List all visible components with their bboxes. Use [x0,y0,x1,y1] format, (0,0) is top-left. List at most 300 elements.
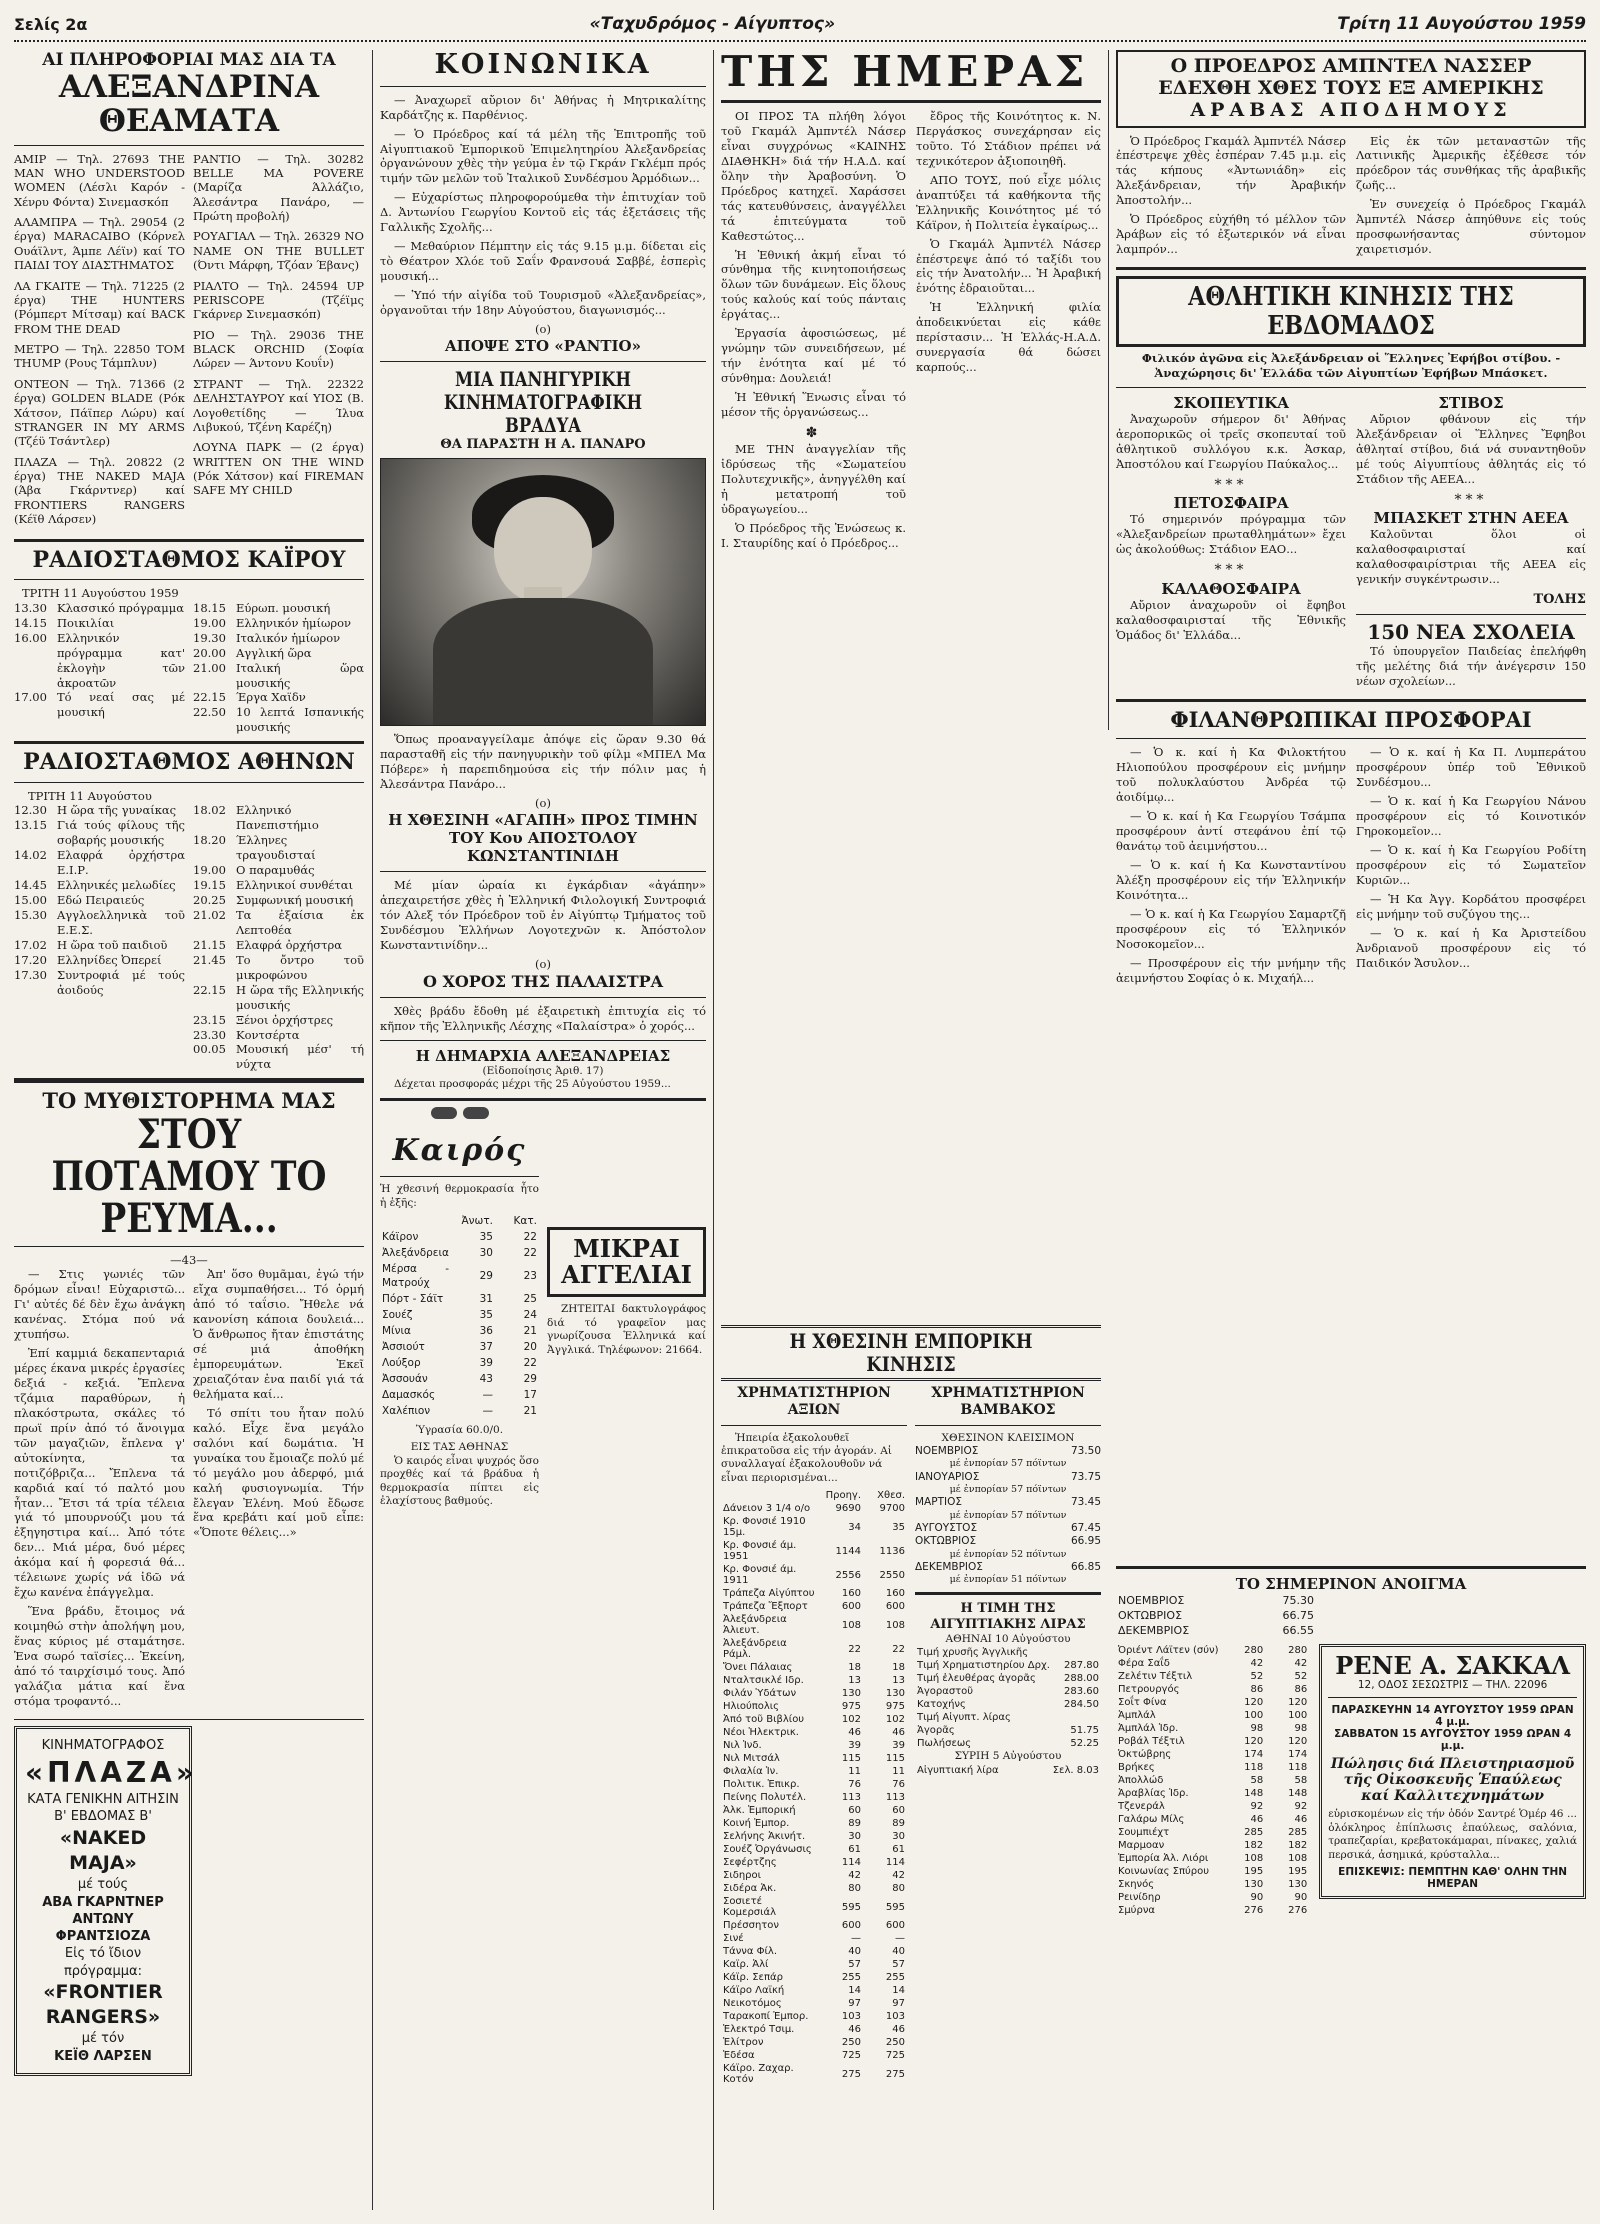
stock-yest: 275 [885,2068,905,2080]
stock-yest: 60 [892,1805,905,1817]
basketball-head: ΚΑΛΑΘΟΣΦΑΙΡΑ [1161,579,1301,598]
company-price-row [1116,1800,1309,1813]
company-price-row [1116,1683,1309,1696]
schedule-time: 17.00 [14,690,47,705]
stock-row [721,1637,907,1661]
weather-min: 24 [523,1309,537,1322]
weather-max: — [482,1404,493,1417]
basket-aeea-text: Καλοῦνται ὅλοι οἱ καλαθοσφαιρισταί καί καλαθοσφαιρίστριαι τῆς ΑΕΕΑ εἰς γενικήν συγκέντρωσιν... [1356,527,1586,587]
cinema-entry: ΡΟΥΑΓΙΑΛ — Τηλ. 26329 NO NAME ON THE BULLET (Όντι Μάρφη, Τζόαν Έβανς) [193,229,364,273]
stock-prev: 57 [848,1959,861,1971]
lira-table [915,1646,1101,1750]
schedule-time: 20.25 [193,893,226,908]
schedule-time: 13.15 [14,818,47,833]
radio-athens-schedule [14,803,364,1072]
cotton-note: μέ ἐνπορίαν 57 πόϊντων [949,1458,1067,1470]
stock-yest: 2550 [879,1569,905,1581]
schedule-program: Ελληνικόν πρόγραμμα κατ' ἐκλογὴν τῶν ἀκροατῶν [57,630,185,690]
column-day [721,50,1101,1320]
classifieds-text: ΖΗΤΕΙΤΑΙ δακτυλογράφος διά τό γραφεῖον μας γνωρίζουσα Ἑλληνικά καί Ἀγγλικά. Τηλέφωνον: 21664. [547,1303,706,1356]
schedule-program: Ελληνικό Πανεπιστήμιο [236,803,319,833]
company-name: Γαλάρω Μίλς [1118,1814,1185,1825]
schedule-row [14,968,185,998]
stock-prev: 115 [841,1753,861,1765]
stock-name: Πρέσσητον [723,1920,780,1932]
day-paragraph: Ἡ Ἐθνική ἀκμή εἶναι τό σύνθημα τῆς κινητοποιήσεως ὅλων τῶν δυνάμεων. Εἰς ὅλους τούς καλούς καί τούς πάνταις ἐργάτας... [721,247,906,322]
cotton-note: μέ ἐνπορίαν 51 πόϊντων [949,1574,1067,1586]
cinema-entry: ΣΤΡΑΝΤ — Τηλ. 22322 ΔΕΛΗΣΤΑΥΡΟΥ καί ΥΙΟΣ (Β. Λογοθετίδης — Ίλυα Λιβυκού, Τζένη Καρέζη) [193,376,364,434]
cotton-title: ΧΡΗΜΑΤΙΣΤΗΡΙΟΝ ΒΑΜΒΑΚΟΣ [931,1385,1085,1418]
basket-aeea-head: ΜΠΑΣΚΕΤ ΣΤΗΝ ΑΕΕΑ [1373,509,1569,528]
weather-row [380,1246,539,1262]
stock-name: Κάϊρο. Ζαχαρ. Κοτόν [723,2063,794,2086]
schedule-program: Ελληνικόν ἡμίωρον [236,615,352,630]
schedule-time: 19.00 [193,615,226,630]
company-price-row [1116,1904,1309,1917]
schedule-program: Αγγλοελληνικὰ τοῦ Ε.Ε.Σ. [57,908,185,937]
radio-cairo-date: ΤΡΙΤΗ 11 Αυγούστου 1959 [22,585,179,600]
novel-heading: ΤΟ ΜΥΘΙΣΤΟΡΗΜΑ ΜΑΣ [42,1088,336,1114]
stock-name: Νιλ Μιτσάλ [723,1753,780,1765]
stocks-col-prev: Προηγ. [825,1490,861,1502]
stock-row [721,1882,907,1895]
company-price-row [1116,1722,1309,1735]
market-title: Η ΧΘΕΣΙΝΗ ΕΜΠΟΡΙΚΗ ΚΙΝΗΣΙΣ [789,1329,1033,1376]
sakkal-auction-ad [1319,1644,1586,1899]
stock-prev: — [851,1933,861,1945]
weather-max: 39 [479,1356,493,1369]
schedule-program: Συντροφιά μέ τούς ἀοιδούς [57,967,185,997]
schedule-program: Ιταλικόν ἡμίωρον [236,630,341,645]
schedule-program: Η ὥρα τῆς γυναίκας [57,803,177,818]
stock-name: Ἀπό τοῦ Βιβλίου [723,1714,805,1726]
stock-row [721,1700,907,1713]
schedule-program: Εύρωπ. μουσική [236,600,331,615]
company-prev: 42 [1250,1658,1264,1669]
day-paragraph: ΜΕ ΤΗΝ ἀναγγελίαν τῆς ἰδρύσεως τῆς «Σωματείου Πολυτεχνικῆς», ἀνηγγέλθη καί ἡ μετατροπή τοῦ ὑδραγωγείου... [721,442,906,517]
schedule-time: 16.00 [14,630,47,645]
stock-name: Φιλάν Ὑδάτων [723,1688,797,1700]
dimarchia-text: Δέχεται προσφοράς μέχρι τῆς 25 Αὐγούστου 1959... [394,1078,671,1091]
stock-prev: 30 [848,1831,861,1843]
stock-row [721,1661,907,1674]
sakkal-name: ΡΕΝΕ Α. ΣΑΚΚΑΛ [1335,1651,1570,1680]
nasser-headline-c: ΑΡΑΒΑΣ ΑΠΟΔΗΜΟΥΣ [1190,98,1512,121]
schedule-time: 00.05 [193,1042,226,1057]
stock-yest: 18 [892,1662,905,1674]
weather-row [380,1388,539,1404]
stock-prev: 42 [848,1870,861,1882]
stock-prev: 108 [841,1619,861,1631]
stock-name: Ἀλκ. Ἐμπορική [723,1805,796,1817]
column-social [380,50,706,2216]
schedule-time: 22.15 [193,690,226,705]
weather-min: 20 [523,1340,537,1353]
stock-yest: 9700 [879,1503,905,1515]
weather-city: Λούξορ [382,1356,421,1369]
stock-row [721,1600,907,1613]
company-prev: 118 [1244,1762,1264,1773]
opening-month: ΔΕΚΕΜΒΡΙΟΣ [1118,1624,1190,1637]
stock-row [721,1752,907,1765]
weather-row [380,1340,539,1356]
company-yest: 276 [1288,1905,1308,1916]
sakkal-date-line: ΠΑΡΑΣΚΕΥΗΝ 14 ΑΥΓΟΥΣΤΟΥ 1959 ΩΡΑΝ 4 μ.μ. [1331,1704,1574,1729]
weather-box [380,1107,539,1513]
stock-name: Ηλιούπολις [723,1701,780,1713]
company-name: Σουμπιέχτ [1118,1827,1170,1838]
stock-yest: 97 [892,1998,905,2010]
company-name: Ροβάλ Τέξτιλ [1118,1736,1185,1747]
film-night-title: ΜΙΑ ΠΑΝΗΓΥΡΙΚΗ ΚΙΝΗΜΑΤΟΓΡΑΦΙΚΗ ΒΡΑΔΥΑ [443,366,643,437]
stock-row [721,1895,907,1919]
section-kicker: (ο) [535,321,551,336]
stock-prev: 13 [848,1675,861,1687]
weather-max: 37 [479,1340,493,1353]
cotton-month: ΑΥΓΟΥΣΤΟΣ [915,1521,978,1534]
column-rule [1108,50,1109,730]
stock-prev: 103 [841,2011,861,2023]
stock-prev: 595 [841,1901,861,1913]
opening-title: ΤΟ ΣΗΜΕΡΙΝΟΝ ΑΝΟΙΓΜΑ [1235,1575,1467,1593]
company-price-row [1116,1709,1309,1722]
weather-max: 29 [479,1270,493,1283]
lira-value [1057,1711,1101,1724]
stock-yest: 40 [892,1946,905,1958]
stock-yest: 42 [892,1870,905,1882]
weather-city: Χαλέπιον [382,1404,431,1417]
cinema-entry: ΡΙΑΛΤΟ — Τηλ. 24594 UP PERISCOPE (Τζέϊμς Γκάρνερ Σινεμασκόπ) [193,278,364,322]
stock-prev: 130 [841,1688,861,1700]
stock-yest: 89 [892,1818,905,1830]
novel-paragraph: Ἕνα βράδυ, ἔτοιμος νά κοιμηθώ στὴν ἀπολήψη μου, ἕνας κύριος μέ σταμάτησε. Ἑνα σωρό ταϊσίες... Ἐκείνη, ἀπό τό ταιρχίσιμό τους. Ἀπό γαλάζια μάτια καί ἕνα στόμα τροφαντό... [14,1604,185,1708]
schedule-time: 21.00 [193,660,226,675]
cotton-month: ΜΑΡΤΙΟΣ [915,1496,962,1509]
stock-row [721,1932,907,1945]
schedule-time: 21.45 [193,952,226,967]
weather-city: Ἀσσουάν [382,1372,428,1385]
cotton-note: μέ ἐνπορίαν 57 πόϊντων [949,1509,1067,1521]
opening-value: 66.75 [1282,1609,1314,1622]
company-yest: 100 [1288,1710,1308,1721]
weather-title: Καιρός [392,1132,527,1168]
masthead [14,8,1586,42]
stock-row [721,2036,907,2049]
stock-row [721,1919,907,1932]
stock-yest: 975 [885,1701,905,1713]
company-yest: 285 [1288,1827,1308,1838]
lira-value: 52.25 [1070,1738,1099,1750]
social-title: ΚΟΙΝΩΝΙΚΑ [434,50,652,80]
stock-row [721,2010,907,2023]
schedule-row [14,893,185,908]
cotton-value: 67.45 [1070,1521,1101,1534]
actress-photo [380,458,706,726]
schedule-row [193,938,364,953]
charity-entry: — Ὁ κ. καί ἡ Κα Γεωργίου Ροδίτη προσφέρουν εἰς τό Σωματεῖον Κυριῶν... [1356,843,1586,887]
schedule-program: Γιά τούς φίλους τῆς σοβαρής μουσικής [57,818,185,848]
cotton-value: 73.45 [1070,1496,1101,1509]
separator-icon: ✽ [805,424,822,441]
lira-value: 288.00 [1064,1673,1099,1685]
schedule-program: Έλληνες τραγουδισταί [236,833,316,863]
company-prev: 108 [1244,1853,1264,1864]
cotton-row [915,1471,1101,1484]
company-prev: 100 [1244,1710,1264,1721]
weather-max: — [482,1388,493,1401]
stock-prev: 255 [841,1972,861,1984]
company-yest: 58 [1294,1775,1308,1786]
separator-icon: *** [1454,491,1488,508]
schedule-row [14,690,185,720]
stock-yest: 115 [885,1753,905,1765]
company-price-row [1116,1696,1309,1709]
schedule-time: 12.30 [14,803,47,818]
social-item: — Ὑπό τήν αἰγίδα τοῦ Τουρισμοῦ «Ἀλεξανδρείας», ὀργανοῦται τήν 18ην Αὐγούστου, διαγωνισμός... [380,287,706,317]
stock-name: Τάννα Φίλ. [723,1946,777,1958]
cotton-value: 66.85 [1070,1560,1101,1573]
sakkal-date-line: ΣΑΒΒΑΤΟΝ 15 ΑΥΓΟΥΣΤΟΥ 1959 ΩΡΑΝ 4 μ.μ. [1334,1728,1572,1753]
stock-row [721,2023,907,2036]
company-name: Ἀπολλώδ [1118,1775,1164,1786]
schedule-time: 23.30 [193,1027,226,1042]
stock-name: Κάϊρο Λαϊκή [723,1985,785,1997]
radio-cairo-title: ΡΑΔΙΟΣΤΑΘΜΟΣ ΚΑΪΡΟΥ [32,546,346,573]
opening-month: ΝΟΕΜΒΡΙΟΣ [1118,1594,1185,1607]
company-name: Ζελέτιν Τέξτιλ [1118,1671,1193,1682]
stock-prev: 76 [848,1779,861,1791]
lira-row [915,1724,1101,1737]
nasser-paragraph: Ὁ Πρόεδρος εὐχήθη τό μέλλον τῶν Ἀράβων εἰς τό ἐξωτερικόν νά εἶναι λαμπρόν... [1116,212,1346,257]
charity-entry: — Ὁ κ. καί ἡ Κα Γεωργίου Τσάμπα προσφέρουν ἀντί στεφάνου ἐπί τῷ θανάτῳ τοῦ ἀειμνήστου... [1116,809,1346,853]
cinema-entry: ΠΛΑΖΑ — Τηλ. 20822 (2 έργα) THE NAKED MAJA (Άβα Γκάρντνερ) καί FRONTIERS RANGERS (Κέϊθ Λάρσεν) [14,454,185,527]
separator-icon: *** [1214,476,1248,493]
section-kicker: (ο) [535,796,551,811]
cinema-listings [14,152,364,533]
lira-subtitle: ΑΘΗΝΑΙ 10 Αὐγούστου [945,1632,1071,1645]
schedule-row [193,803,364,833]
company-yest: 118 [1288,1762,1308,1773]
company-price-row [1116,1644,1309,1657]
company-yest: 46 [1294,1814,1308,1825]
company-name: Φέρα Σαΐδ [1118,1658,1170,1669]
day-paragraph: ἔδρος τῆς Κοινότητος κ. Ν. Περγάσκος συνεχάρησαν εἰς τοῦτο. Τό Στάδιον πρέπει νά τεχνικότερον ἀξιοποιηθῆ. [916,109,1101,168]
lira-value [1057,1646,1101,1659]
company-price-row [1116,1748,1309,1761]
stock-yest: 114 [885,1857,905,1869]
company-yest: 92 [1294,1801,1308,1812]
cotton-note: μέ ἐνπορίαν 52 πόϊντων [949,1548,1067,1560]
company-yest: 148 [1288,1788,1308,1799]
stock-yest: 57 [892,1959,905,1971]
cinema-entry: ΜΕΤΡΟ — Τηλ. 22850 TOM THUMP (Ρους Τάμπλυν) [14,342,185,371]
stock-row [721,1739,907,1752]
stocks-intro: Ἠπειρία ἐξακολουθεῖ ἐπικρατοῦσα εἰς τήν ἀγοράν. Αἱ συναλλαγαί ἐξακολουθοῦν νά εἶναι περιορισμέναι... [721,1431,892,1484]
weather-row [380,1356,539,1372]
stock-prev: 39 [848,1740,861,1752]
schedule-time: 14.45 [14,878,47,893]
company-price-row [1116,1878,1309,1891]
stock-row [721,1830,907,1843]
company-prev: 174 [1244,1749,1264,1760]
weather-row [380,1262,539,1292]
lira-row [915,1711,1101,1724]
lira-label: Τιμή ἐλευθέρας ἀγορᾶς [917,1673,1036,1685]
stock-prev: 14 [848,1985,861,1997]
schedule-program: Εδώ Πειραιεύς [57,893,145,908]
stock-name: Κρ. Φονσιέ άμ. 1911 [723,1564,797,1587]
weather-row [380,1292,539,1308]
company-yest: 42 [1294,1658,1308,1669]
weather-table [380,1214,539,1419]
cotton-note: μέ ἐνπορίαν 57 πόϊντων [949,1484,1067,1496]
cotton-prices-table [1116,1644,1309,1917]
cotton-month: ΟΚΤΩΒΡΙΟΣ [915,1535,977,1548]
schedule-time: 17.02 [14,937,47,952]
stock-prev: 40 [848,1946,861,1958]
info-heading: ΑΙ ΠΛΗΡΟΦΟΡΙΑΙ ΜΑΣ ΔΙΑ ΤΑ [42,50,336,70]
schedule-time: 18.02 [193,803,226,818]
schedule-row [193,616,364,631]
company-price-row [1116,1891,1309,1904]
company-yest: 86 [1294,1684,1308,1695]
schedule-row [193,953,364,983]
lira-final-label: Αἰγυπτιακή λίρα [917,1764,999,1776]
cinema-entry: ΑΜΙΡ — Τηλ. 27693 THE MAN WHO UNDERSTOOD WOMEN (Λέσλι Καρόν - Χένρυ Φόντα) Σινεμασκόπ [14,151,185,209]
schedule-program: Μουσική μέσ' τή νύχτα [236,1042,364,1072]
choros-text: Χθὲς βράδυ ἔδοθη μέ ἐξαιρετικὴ ἐπιτυχία εἰς τό κῆπον τῆς Ἐλληνικῆς Λέσχης «Παλαίστρα» ὁ χορός... [380,1003,706,1033]
stock-name: Κοινή Ἐμπορ. [723,1818,790,1830]
stock-prev: 9690 [835,1503,861,1515]
lira-row [915,1685,1101,1698]
stock-row [721,1613,907,1637]
weather-min: 17 [523,1388,537,1401]
company-price-row [1116,1735,1309,1748]
stock-yest: 250 [885,2037,905,2049]
company-yest: 90 [1294,1892,1308,1903]
stock-prev: 250 [841,2037,861,2049]
stock-name: Κρ. Φονσιέ άμ. 1951 [723,1540,797,1563]
social-item: — Ὁ Πρόεδρος καί τά μέλη τῆς Ἐπιτροπῆς τοῦ Αἰγυπτιακοῦ Ἐμπορικοῦ Ἐπιμελητηρίου Ἀλεξανδρείας ὀργανώνουν χθὲς τὴν γεύμα ἐν τῷ Γκράν Γκλέμπ πρός τιμήν τῶν μελῶν τοῦ Ἰταλικοῦ Συνδέσμου Ἀρμόδιων... [380,126,706,186]
stock-prev: 97 [848,1998,861,2010]
stock-name: Νεικοτόμος [723,1998,782,2010]
radio-athens-date: ΤΡΙΤΗ 11 Αυγούστου [28,788,152,803]
stock-name: Σινέ [723,1933,744,1945]
schedule-row [193,646,364,661]
cotton-row [915,1535,1101,1548]
weather-max: 35 [479,1309,493,1322]
cotton-value: 73.75 [1070,1470,1101,1483]
company-prev: 86 [1250,1684,1264,1695]
lira-final-value: Σελ. 8.03 [1052,1764,1099,1776]
day-paragraph: Ἡ Ἑλληνική φιλία ἀποδεικνύεται εἰς κάθε περίστασιν... Ἡ Ἑλλάς-Η.Α.Δ. συνεργασία θά δώσει καρπούς... [916,300,1101,375]
schedule-time: 13.30 [14,600,47,615]
schedule-row [14,601,185,616]
weather-max: 31 [479,1293,493,1306]
stock-prev: 275 [841,2068,861,2080]
stocks-col-name [721,1489,819,1502]
cotton-row [915,1496,1101,1509]
weather-cloud-icon [380,1107,539,1127]
basketball-text: Αὔριον ἀναχωροῦν οἱ ἔφηβοι καλαθοσφαιρισταί τῆς Ἐθνικῆς Ὁμάδος δι' Ἑλλάδα... [1116,597,1346,642]
cotton-row [915,1445,1101,1458]
schedule-time: 21.15 [193,937,226,952]
radio-cairo-schedule [14,601,364,735]
charity-entry: — Ὁ κ. καί ἡ Κα Π. Λυμπεράτου προσφέρουν ὑπέρ τοῦ Ἐθνικοῦ Συνδέσμου... [1356,745,1586,790]
opening-table [1116,1593,1316,1638]
lira-row [915,1646,1101,1659]
schedule-time: 15.30 [14,908,47,923]
film-night-subtitle: ΘΑ ΠΑΡΑΣΤΗ Η Α. ΠΑΝΑΡΟ [440,436,646,452]
schedule-time: 19.15 [193,878,226,893]
cotton-value: 66.95 [1070,1535,1101,1548]
schedule-time: 23.15 [193,1012,226,1027]
stock-yest: 102 [885,1714,905,1726]
charity-entry: — Ὁ κ. καί ἡ Κα Φιλοκτήτου Ηλιοπούλου προσφέρουν εἰς μνήμην τοῦ πολυκλαύστου Ἀνδρέα τῷ ἀοιδίμῳ... [1116,745,1346,805]
schedule-row [193,1042,364,1072]
company-yest: 52 [1294,1671,1308,1682]
stock-name: Ἐδέσα [723,2050,755,2062]
company-price-row [1116,1839,1309,1852]
lira-label: Ἀγοραστοῦ [917,1686,974,1698]
stock-row [721,1539,907,1563]
schedule-row [193,908,364,938]
company-yest: 195 [1288,1866,1308,1877]
stock-name: Ὄνει Πάλαιας [723,1662,793,1674]
stock-yest: 39 [892,1740,905,1752]
ad-line: μέ τόν [81,2031,125,2047]
social-item: — Εὐχαρίστως πληροφορούμεθα τὴν ἐπιτυχίαν τοῦ Δ. Ἀντωνίου Γεωργίου Κοντοῦ εἰς τάς ἐξετάσεις τῆς Γαλλικῆς Σχολῆς... [380,190,706,235]
schedule-row [193,833,364,863]
company-yest: 280 [1288,1645,1308,1656]
ad-line: Εἰς τό ἴδιον πρόγραμμα: [63,1946,143,1979]
company-prev: 52 [1250,1671,1264,1682]
stock-row [721,1687,907,1700]
schedule-program: Αγγλική ὥρα [236,645,312,660]
stock-prev: 2556 [835,1569,861,1581]
separator-icon: *** [1214,562,1248,579]
volleyball-text: Τό σημερινόν πρόγραμμα τῶν «Ἀλεξανδρείων πρωταθλημάτων» ἔχει ὡς ἀκολούθως: Στάδιον ΕΑΟ... [1116,512,1346,557]
stock-row [721,1945,907,1958]
schedule-program: Κοντσέρτα [236,1027,300,1042]
stock-prev: 975 [841,1701,861,1713]
stock-prev: 1144 [835,1545,861,1557]
company-name: Σμύρνα [1118,1905,1155,1916]
weather-city: Κάϊρον [382,1231,419,1244]
schedule-program: Ελληνίδες Ὀπερεί [57,952,162,967]
schedule-time: 18.15 [193,600,226,615]
choros-title: Ο ΧΟΡΟΣ ΤΗΣ ΠΑΛΑΙΣΤΡΑ [422,971,664,991]
stocks-table [721,1489,907,2086]
schedule-program: Τό νεαί σας μέ μουσική [57,690,185,720]
company-yest: 130 [1288,1879,1308,1890]
weather-min: 23 [523,1270,537,1283]
weather-row [380,1324,539,1340]
section-kicker: (ο) [535,956,551,971]
schedule-program: Συμφωνική μουσική [236,893,354,908]
weather-min: 22 [523,1231,537,1244]
schedule-time: 21.02 [193,908,226,923]
social-item: — Ἀναχωρεῖ αὔριον δι' Ἀθήνας ἡ Μητρικαλίτης Καρδάτζης κ. Παρθένιος. [380,92,706,122]
lira-row [915,1672,1101,1685]
company-prev: 148 [1244,1788,1264,1799]
stocks-title: ΧΡΗΜΑΤΙΣΤΗΡΙΟΝ ΑΞΙΩΝ [737,1385,891,1418]
stock-name: Νέοι Ἠλεκτρικ. [723,1727,799,1739]
column-rule [713,50,714,2210]
stock-yest: — [895,1933,905,1945]
shooting-text: Ἀναχωροῦν σήμερον δι' Ἀθήνας ἀεροπορικῶς οἱ τρεῖς σκοπευταί τοῦ ἀθλητικοῦ συλλόγου κ.κ. Ἀσκαρ, Ἀποστόλου καί Γεωργίου Παύκαλος... [1116,412,1346,471]
stock-prev: 80 [848,1883,861,1895]
